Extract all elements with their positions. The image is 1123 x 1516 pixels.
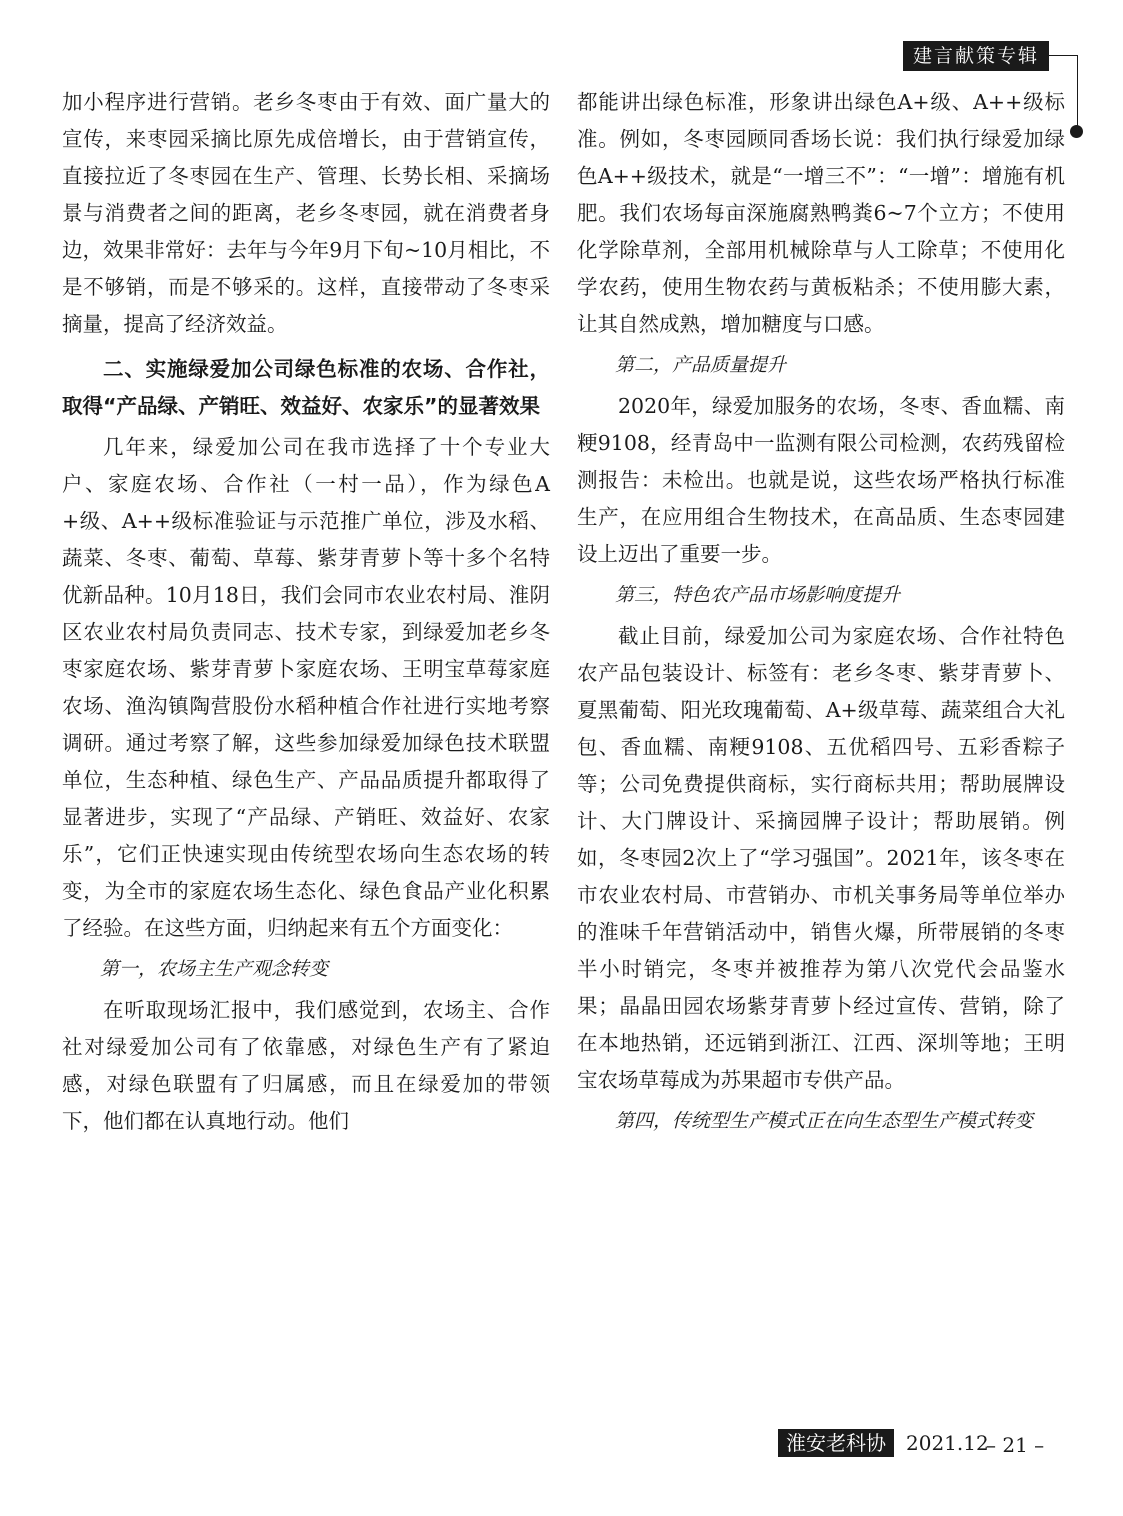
section-tag: 建言献策专辑	[903, 41, 1049, 71]
sub-heading-4: 第四，传统型生产模式正在向生态型生产模式转变	[615, 1110, 1034, 1132]
header-divider-vertical	[1077, 55, 1078, 130]
sub-heading-1: 第一，农场主生产观念转变	[100, 958, 329, 980]
paragraph: 2020年，绿爱加服务的农场，冬枣、香血糯、南粳9108，经青岛中一监测有限公司检测，农药残留检测报告：未检出。也就是说，这些农场严格执行标准生产，在应用组合生物技术，在高品质、生态枣园建设上迈出了重要一步。	[577, 394, 1065, 566]
journal-name: 淮安老科协	[778, 1429, 894, 1457]
paragraph: 截止目前，绿爱加公司为家庭农场、合作社特色农产品包装设计、标签有：老乡冬枣、紫芽青萝卜、夏黑葡萄、阳光玫瑰葡萄、A+级草莓、蔬菜组合大礼包、香血糯、南粳9108、五优稻四号、五彩香粽子等；公司免费提供商标，实行商标共用；帮助展牌设计、大门牌设计、采摘园牌子设计；帮助展销。例如，冬枣园2次上了“学习强国”。2021年，该冬枣在市农业农村局、市营销办、市机关事务局等单位举办的淮味千年营销活动中，销售火爆，所带展销的冬枣半小时销完，冬枣并被推荐为第八次党代会品鉴水果；晶晶田园农场紫芽青萝卜经过宣传、营销，除了在本地热销，还远销到浙江、江西、深圳等地；王明宝农场草莓成为苏果超市专供产品。	[577, 624, 1065, 1092]
right-column	[577, 84, 1065, 1144]
page-number: – 21 –	[986, 1433, 1045, 1457]
sub-heading-3: 第三，特色农产品市场影响度提升	[615, 584, 901, 606]
issue-date: 2021.12	[906, 1431, 989, 1455]
header-divider-horizontal	[1040, 55, 1078, 56]
section-heading-2: 二、实施绿爱加公司绿色标准的农场、合作社，取得“产品绿、产销旺、效益好、农家乐”的显著效果	[62, 357, 550, 418]
paragraph-continued: 加小程序进行营销。老乡冬枣由于有效、面广量大的宣传，来枣园采摘比原先成倍增长，由于营销宣传，直接拉近了冬枣园在生产、管理、长势长相、采摘场景与消费者之间的距离，老乡冬枣园，就在消费者身边，效果非常好：去年与今年9月下旬~10月相比，不是不够销，而是不够采的。这样，直接带动了冬枣采摘量，提高了经济效益。	[62, 90, 550, 336]
left-column	[62, 84, 550, 1140]
paragraph: 在听取现场汇报中，我们感觉到，农场主、合作社对绿爱加公司有了依靠感，对绿色生产有了紧迫感，对绿色联盟有了归属感，而且在绿爱加的带领下，他们都在认真地行动。他们	[62, 998, 550, 1133]
paragraph-continued: 都能讲出绿色标准，形象讲出绿色A+级、A++级标准。例如，冬枣园顾同香场长说：我们执行绿爱加绿色A++级技术，就是“一增三不”：“一增”：增施有机肥。我们农场每亩深施腐熟鸭粪6~7个立方；不使用化学除草剂，全部用机械除草与人工除草；不使用化学农药，使用生物农药与黄板粘杀；不使用膨大素，让其自然成熟，增加糖度与口感。	[577, 90, 1065, 336]
paragraph: 几年来，绿爱加公司在我市选择了十个专业大户、家庭农场、合作社（一村一品），作为绿色A+级、A++级标准验证与示范推广单位，涉及水稻、蔬菜、冬枣、葡萄、草莓、紫芽青萝卜等十多个名特优新品种。10月18日，我们会同市农业农村局、淮阴区农业农村局负责同志、技术专家，到绿爱加老乡冬枣家庭农场、紫芽青萝卜家庭农场、王明宝草莓家庭农场、渔沟镇陶营股份水稻种植合作社进行实地考察调研。通过考察了解，这些参加绿爱加绿色技术联盟单位，生态种植、绿色生产、产品品质提升都取得了显著进步，实现了“产品绿、产销旺、效益好、农家乐”，它们正快速实现由传统型农场向生态农场的转变，为全市的家庭农场生态化、绿色食品产业化积累了经验。在这些方面，归纳起来有五个方面变化：	[62, 435, 550, 940]
header-bullet-dot	[1070, 125, 1083, 138]
sub-heading-2: 第二，产品质量提升	[615, 354, 787, 376]
